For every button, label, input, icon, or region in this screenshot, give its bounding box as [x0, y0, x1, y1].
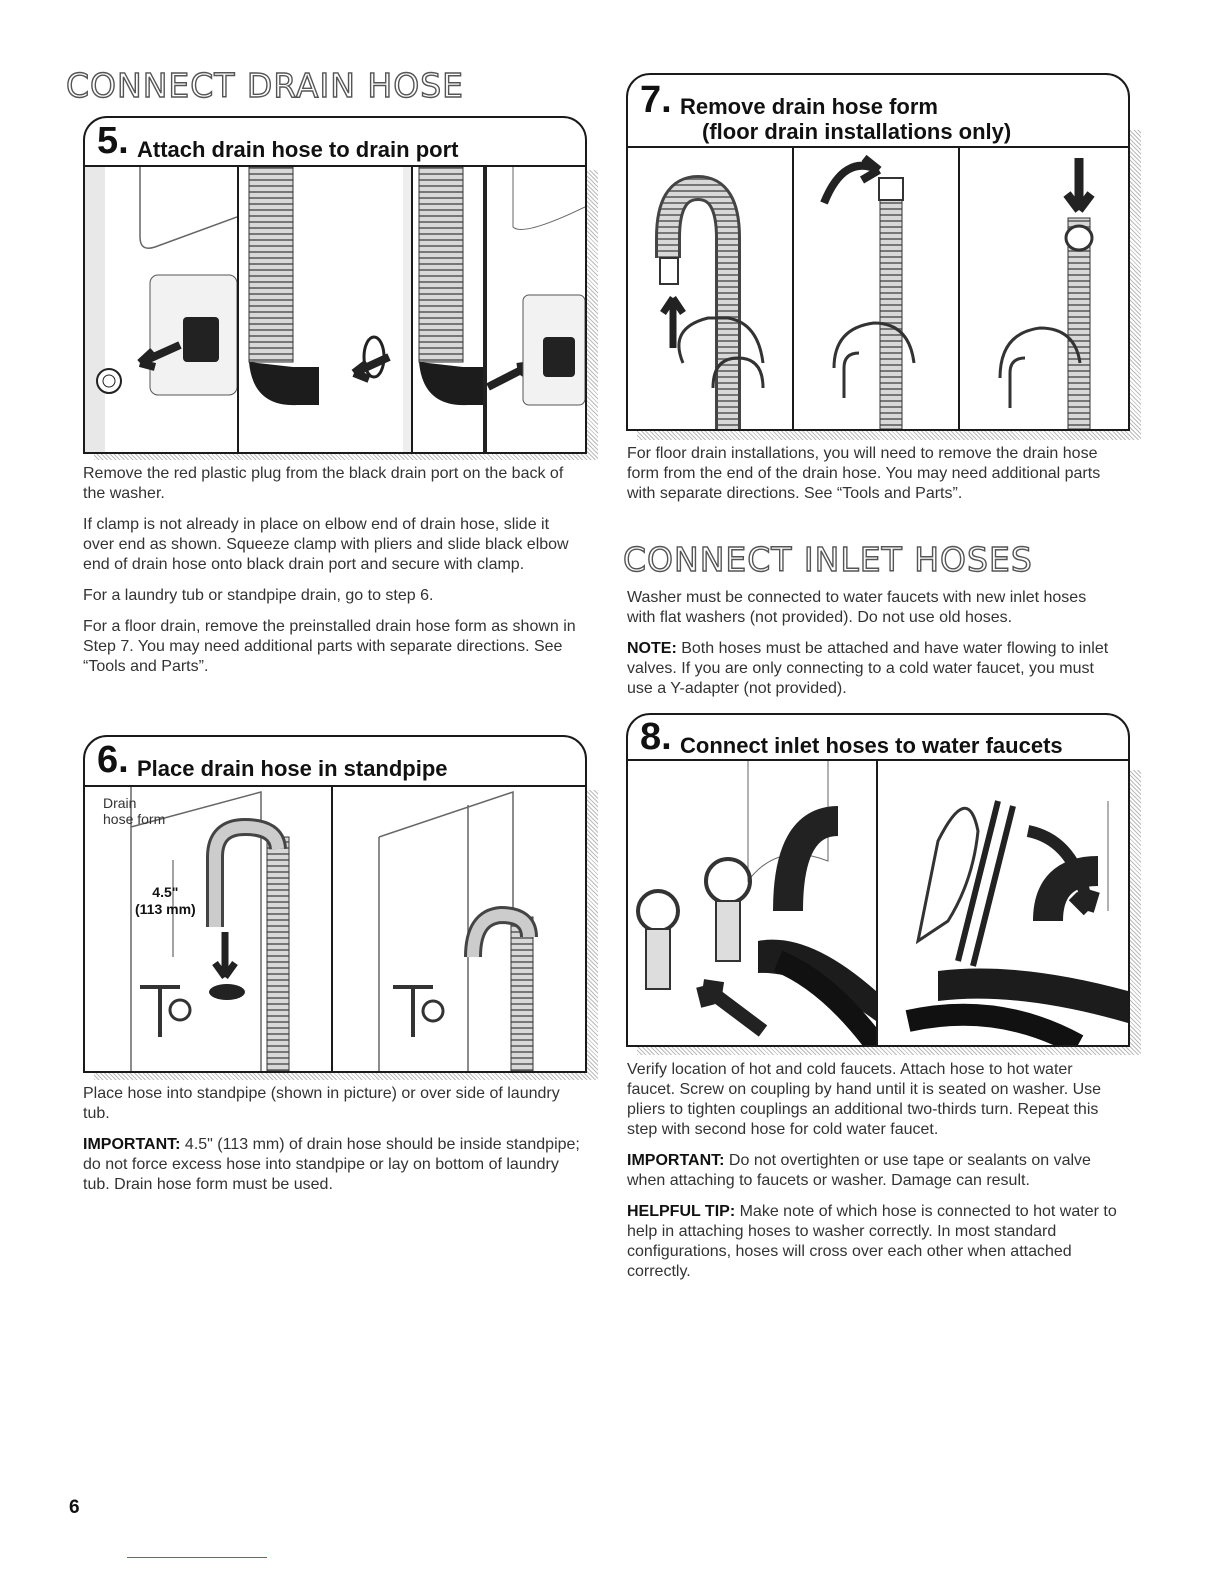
callout-line-1: Drain	[103, 795, 137, 811]
step6-illustrations	[85, 787, 585, 1071]
step7-panel-rotate-form	[794, 148, 960, 429]
section-title-drain: CONNECT DRAIN HOSE	[66, 66, 464, 105]
dimension-millimeters: (113 mm)	[135, 901, 196, 917]
important-label: IMPORTANT:	[627, 1152, 725, 1169]
drain-hose-form-callout	[103, 795, 165, 827]
step5-number: 5.	[97, 120, 129, 162]
step8-illustrations	[628, 761, 1128, 1045]
important-label: IMPORTANT:	[83, 1136, 181, 1153]
step5-paragraph: For a floor drain, remove the preinstalled drain hose form as shown in Step 7. You may need additional parts with separate directions. See “Tools and Parts”.	[83, 618, 576, 675]
inlet-instructions	[627, 588, 1117, 710]
important-text: 4.5" (113 mm) of drain hose should be inside standpipe; do not force excess hose into standpipe or lay on bottom of laundry tub. Drain hose form must be used.	[83, 1136, 580, 1193]
step6-number: 6.	[97, 739, 129, 781]
step6-paragraph: Place hose into standpipe (shown in picture) or over side of laundry tub.	[83, 1085, 560, 1122]
step5-paragraph: For a laundry tub or standpipe drain, go to step 6.	[83, 587, 434, 604]
step6-important	[83, 1135, 583, 1195]
step8-panel-hand-tighten	[628, 761, 878, 1045]
step8-title: Connect inlet hoses to water faucets	[680, 733, 1063, 758]
step5-panel-attach	[413, 167, 585, 452]
step6-box	[83, 735, 587, 1073]
step7-title-line-2: (floor drain installations only)	[702, 119, 1012, 144]
step7-box	[626, 73, 1130, 431]
inlet-paragraph: Washer must be connected to water faucets with new inlet hoses with flat washers (not provided). Do not use old hoses.	[627, 589, 1087, 626]
step5-panel-clamp	[239, 167, 413, 452]
step5-instructions	[83, 464, 583, 688]
step7-header	[628, 75, 1128, 148]
step6-panel-installed	[333, 787, 585, 1071]
step5-paragraph: If clamp is not already in place on elbow end of drain hose, slide it over end as shown. Squeeze clamp with pliers and slide black elbow end of drain hose onto black drain port and secure with clamp.	[83, 516, 569, 573]
helpful-tip-label: HELPFUL TIP:	[627, 1203, 736, 1220]
step7-paragraph: For floor drain installations, you will need to remove the drain hose form from the end of the drain hose. You may need additional parts with separate directions. See “Tools and Parts”.	[627, 445, 1101, 502]
callout-line-2: hose form	[103, 811, 166, 827]
step6-title: Place drain hose in standpipe	[137, 756, 448, 781]
step8-helpful-tip	[627, 1202, 1117, 1282]
section-title-inlet: CONNECT INLET HOSES	[623, 540, 1033, 579]
step5-illustrations	[85, 167, 585, 452]
step7-illustrations	[628, 148, 1128, 429]
footer-rule	[127, 1557, 267, 1558]
step6-panel-measure	[85, 787, 333, 1071]
helpful-tip-text: Make note of which hose is connected to hot water to help in attaching hoses to washer correctly. In most standard configurations, hoses will cross over each other when attached correctly.	[627, 1203, 1117, 1280]
step7-panel-lift-form	[628, 148, 794, 429]
standpipe-depth-dimension	[135, 884, 196, 918]
page-number: 6	[69, 1497, 80, 1518]
step6-instructions	[83, 1084, 583, 1206]
step8-important	[627, 1151, 1117, 1191]
note-text: Both hoses must be attached and have water flowing to inlet valves. If you are only connecting to a cold water faucet, you must use a Y-adapter (not provided).	[627, 640, 1109, 697]
step7-title-line-1: Remove drain hose form	[680, 94, 938, 119]
step8-header	[628, 715, 1128, 761]
important-text: Do not overtighten or use tape or sealants on valve when attaching to faucets or washer. Damage can result.	[627, 1152, 1091, 1189]
step5-paragraph: Remove the red plastic plug from the black drain port on the back of the washer.	[83, 465, 564, 502]
step6-header	[85, 737, 585, 787]
step8-paragraph: Verify location of hot and cold faucets. Attach hose to hot water faucet. Screw on coupling by hand until it is seated on washer. Use pliers to tighten couplings an additional two-thirds turn. Repeat this step with second hose for cold water faucet.	[627, 1061, 1102, 1138]
step8-box	[626, 713, 1130, 1047]
step5-panel-remove-plug	[85, 167, 239, 452]
step7-number: 7.	[640, 79, 672, 121]
step8-instructions	[627, 1060, 1117, 1293]
step8-number: 8.	[640, 716, 672, 758]
step7-instructions	[627, 444, 1117, 515]
dimension-inches: 4.5"	[152, 884, 179, 900]
step7-panel-insert-drain	[960, 148, 1128, 429]
step5-header	[85, 118, 585, 167]
step5-box	[83, 116, 587, 454]
inlet-note	[627, 639, 1117, 699]
note-label: NOTE:	[627, 640, 677, 657]
step5-title: Attach drain hose to drain port	[137, 137, 459, 162]
step8-panel-pliers	[878, 761, 1128, 1045]
